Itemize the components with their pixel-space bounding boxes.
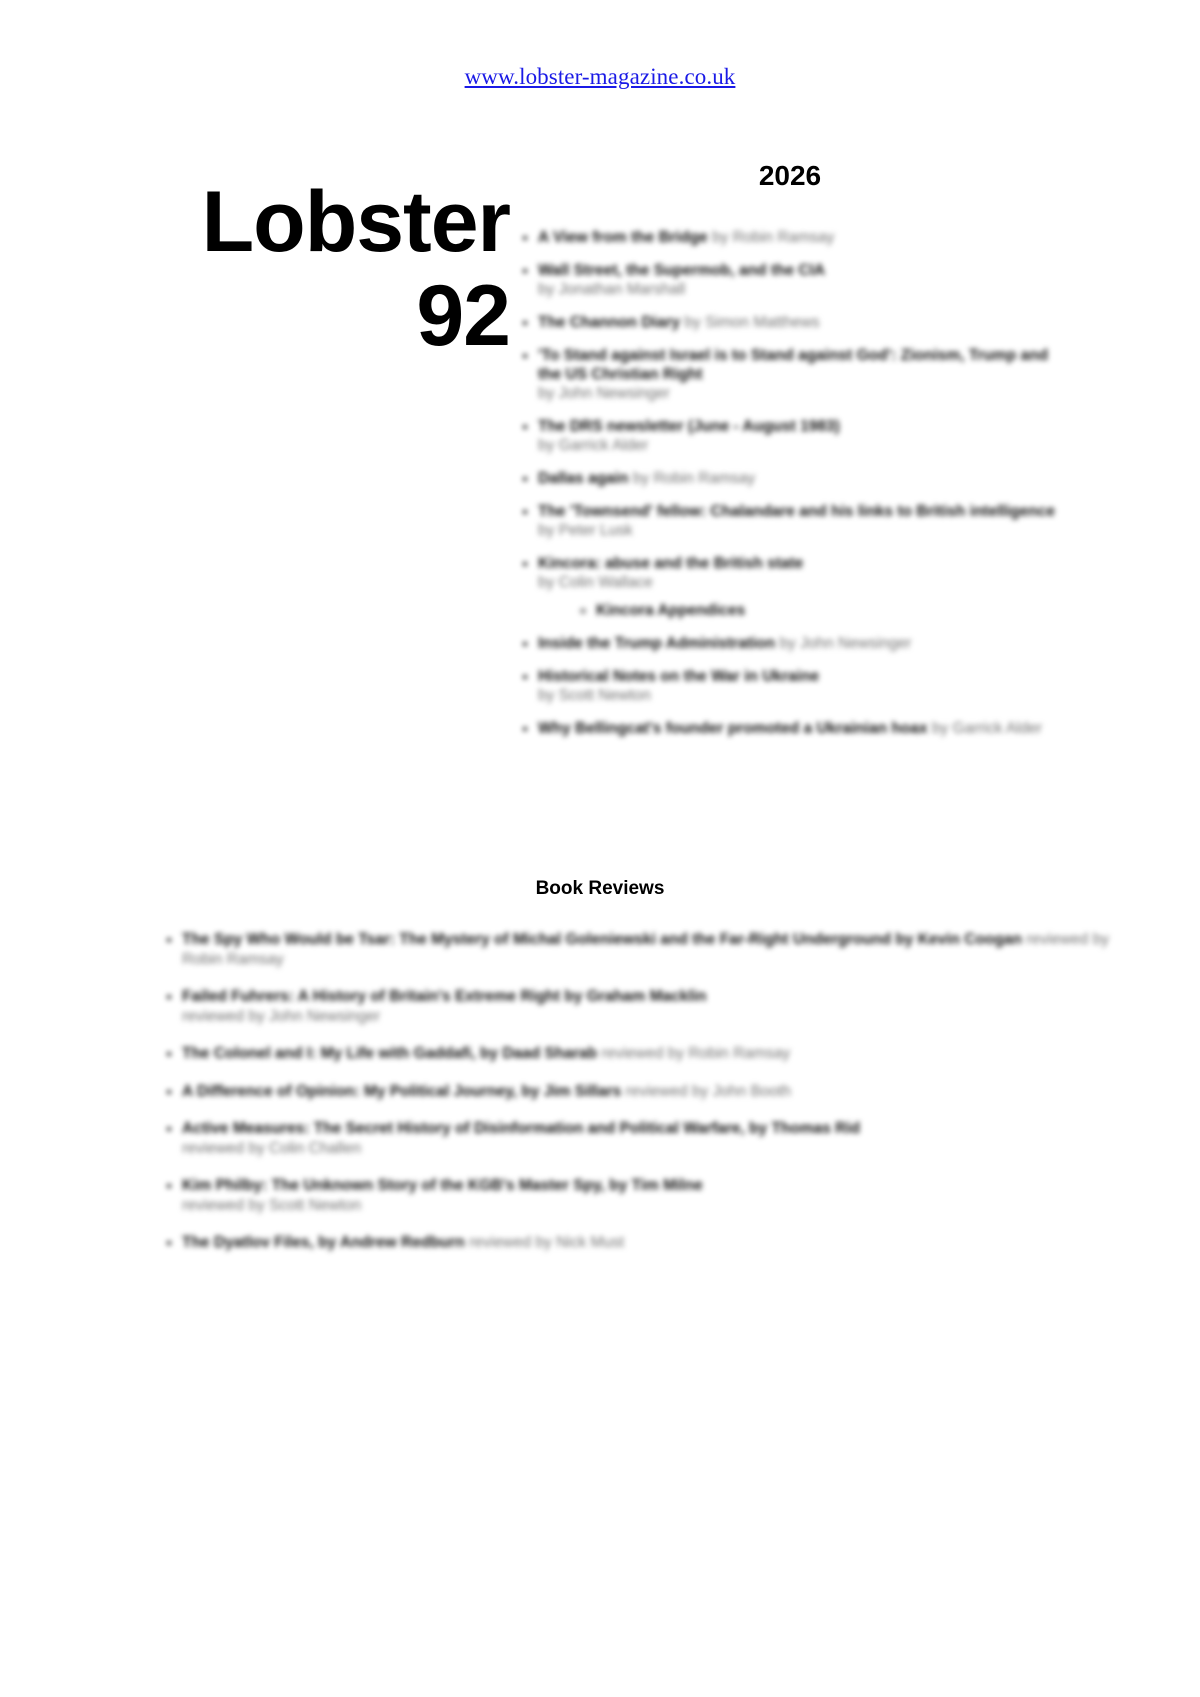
review-title: The Spy Who Would be Tsar: The Mystery of Michal Goleniewski and the Far-Right Underground by Kevin Coogan bbox=[182, 931, 1022, 948]
article-byline: by Robin Ramsay bbox=[707, 229, 835, 246]
list-item[interactable] bbox=[538, 667, 1068, 705]
list-item[interactable] bbox=[182, 1044, 1122, 1064]
review-title: The Dyatlov Files, by Andrew Redburn bbox=[182, 1234, 465, 1251]
review-title: The Colonel and I: My Life with Gaddafi, by Daad Sharab bbox=[182, 1045, 598, 1062]
list-item[interactable] bbox=[538, 313, 1068, 332]
list-item[interactable] bbox=[538, 346, 1068, 403]
list-item[interactable] bbox=[182, 1233, 1122, 1253]
list-item[interactable] bbox=[538, 719, 1068, 738]
article-byline: by Scott Newton bbox=[538, 687, 651, 704]
article-title: Dallas again bbox=[538, 470, 629, 487]
article-byline: by John Newsinger bbox=[538, 385, 670, 402]
article-title: Kincora: abuse and the British state bbox=[538, 555, 804, 572]
magazine-title: Lobster bbox=[201, 174, 510, 270]
masthead bbox=[140, 175, 510, 363]
review-title: Active Measures: The Secret History of Disinformation and Political Warfare, by Thomas Rid bbox=[182, 1120, 861, 1137]
book-reviews-heading: Book Reviews bbox=[535, 878, 665, 899]
article-title: Kincora Appendices bbox=[596, 602, 746, 619]
article-title: The DRS newsletter (June - August 1983) bbox=[538, 418, 840, 435]
article-title: Wall Street, the Supermob, and the CIA bbox=[538, 262, 826, 279]
article-title: Historical Notes on the War in Ukraine bbox=[538, 668, 820, 685]
list-item[interactable] bbox=[538, 502, 1068, 540]
site-url-link[interactable]: www.lobster-magazine.co.uk bbox=[464, 64, 736, 89]
review-byline: reviewed by Scott Newton bbox=[182, 1196, 362, 1214]
article-byline: by Garrick Alder bbox=[538, 437, 649, 454]
article-title: Inside the Trump Administration bbox=[538, 635, 776, 652]
list-item[interactable] bbox=[182, 930, 1122, 969]
article-title: The Channon Diary bbox=[538, 314, 681, 331]
list-item[interactable] bbox=[538, 554, 1068, 620]
review-byline: reviewed by Colin Challen bbox=[182, 1139, 362, 1157]
list-item[interactable] bbox=[538, 417, 1068, 455]
list-item[interactable] bbox=[538, 469, 1068, 488]
review-byline: reviewed by Nick Must bbox=[464, 1234, 625, 1251]
article-byline: by Robin Ramsay bbox=[628, 470, 756, 487]
list-item[interactable] bbox=[182, 1119, 1122, 1158]
book-reviews-list bbox=[150, 930, 1122, 1271]
issue-year: 2026 bbox=[758, 160, 822, 191]
list-item[interactable] bbox=[182, 1176, 1122, 1215]
contents-list bbox=[510, 228, 1068, 752]
article-byline: by Colin Wallace bbox=[538, 574, 653, 591]
article-byline: by Peter Lusk bbox=[538, 522, 633, 539]
article-byline: by John Newsinger bbox=[775, 635, 912, 652]
contents-sublist bbox=[538, 601, 1068, 620]
review-byline: reviewed by Robin Ramsay bbox=[182, 931, 1109, 968]
article-title: 'To Stand against Israel is to Stand against God': Zionism, Trump and the US Christian Right bbox=[538, 347, 1049, 383]
article-title: A View from the Bridge bbox=[538, 229, 708, 246]
review-byline: reviewed by John Booth bbox=[621, 1082, 792, 1100]
list-item[interactable] bbox=[538, 261, 1068, 299]
review-title: Failed Fuhrers: A History of Britain's Extreme Right by Graham Macklin bbox=[182, 988, 707, 1005]
list-item[interactable] bbox=[538, 634, 1068, 653]
article-title: The 'Townsend' fellow: Chalandare and his links to British intelligence bbox=[538, 503, 1055, 520]
issue-number: 92 bbox=[416, 268, 510, 364]
review-byline: reviewed by John Newsinger bbox=[182, 1007, 381, 1025]
article-byline: by Garrick Alder bbox=[927, 720, 1043, 737]
review-title: Kim Philby: The Unknown Story of the KGB's Master Spy, by Tim Milne bbox=[182, 1177, 703, 1194]
list-item[interactable] bbox=[182, 987, 1122, 1026]
article-byline: by Jonathan Marshall bbox=[538, 281, 686, 298]
list-item[interactable] bbox=[182, 1082, 1122, 1102]
list-item[interactable] bbox=[538, 228, 1068, 247]
review-title: A Difference of Opinion: My Political Journey, by Jim Sillars bbox=[182, 1082, 622, 1100]
list-item[interactable] bbox=[596, 601, 1068, 620]
review-byline: reviewed by Robin Ramsay bbox=[597, 1045, 791, 1062]
article-title: Why Bellingcat's founder promoted a Ukrainian hoax bbox=[538, 720, 928, 737]
article-byline: by Simon Matthews bbox=[680, 314, 820, 331]
